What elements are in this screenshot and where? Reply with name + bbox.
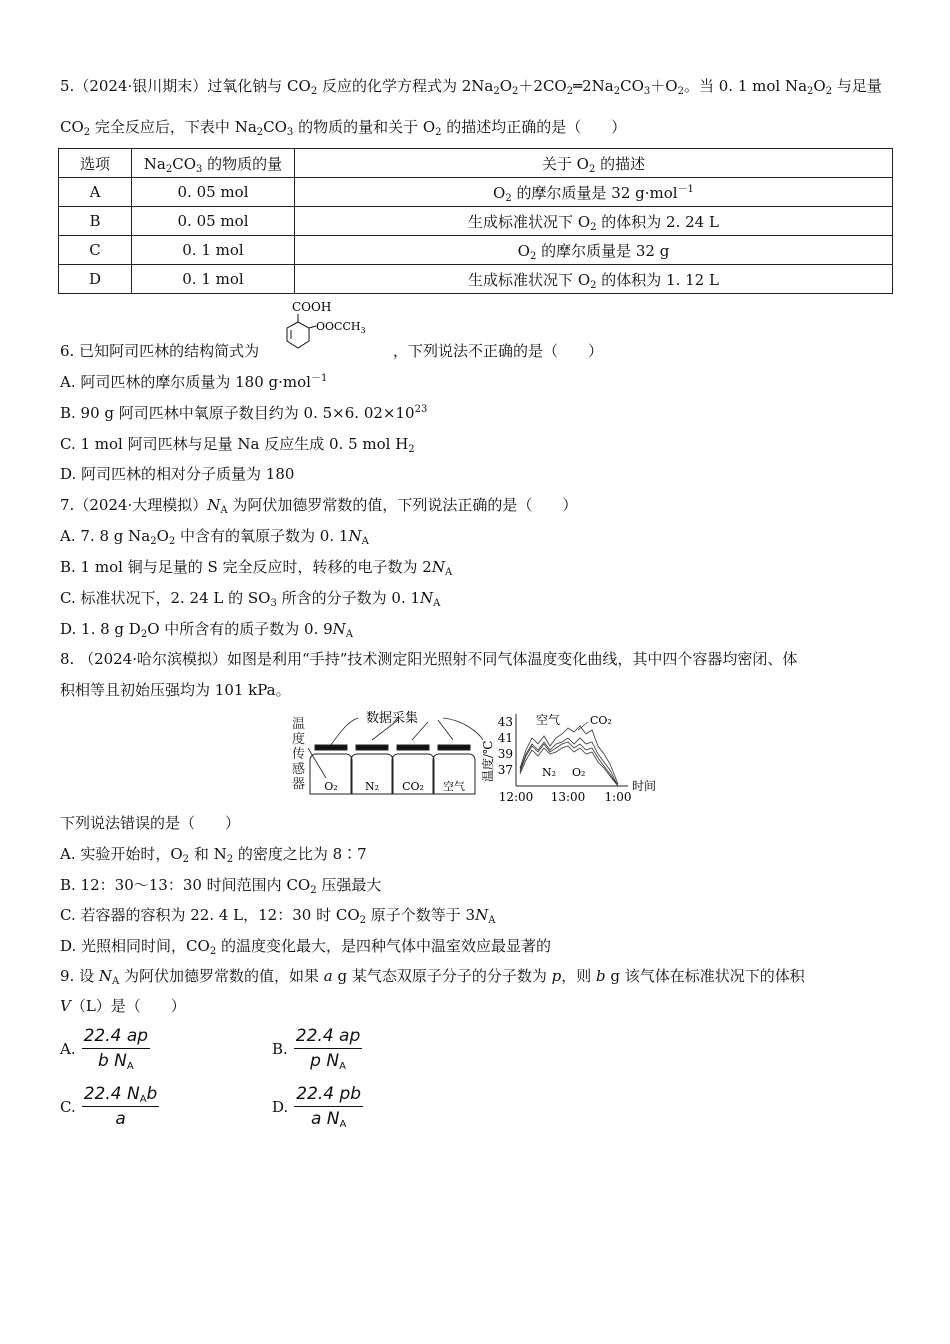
svg-text:传: 传 xyxy=(292,747,306,762)
header-amount: $Na_2CO_3$ 的物质的量 xyxy=(132,149,295,178)
struct-cooh-label: COOH xyxy=(292,300,332,314)
q9-option-a: A. $\frac{22.4 ap}{b N_A}$ xyxy=(60,1026,149,1072)
header-option: 选项 xyxy=(59,149,132,178)
q8-option-a: A. 实验开始时，$O_2$ 和 $N_2$ 的密度之比为 8∶7 xyxy=(60,845,367,865)
q7-option-a: A. 7. 8 g $Na_2O_2$ 中含有的氧原子数为 0. $1N_A$ xyxy=(60,527,369,547)
svg-text:12:00: 12:00 xyxy=(498,790,534,804)
y-ticks xyxy=(498,715,513,777)
q8-experiment-figure xyxy=(288,708,668,804)
svg-text:43: 43 xyxy=(497,715,513,729)
bottle-n2-label: N₂ xyxy=(364,780,380,793)
q6-option-a: A. 阿司匹林的摩尔质量为 180 g·mol$^{-1}$ xyxy=(60,373,328,391)
q7-option-b: B. 1 mol 铜与足量的 S 完全反应时，转移的电子数为 $2N_A$ xyxy=(60,558,453,578)
q7-option-d: D. 1. 8 g $D_2O$ 中所含有的质子数为 0. $9N_A$ xyxy=(60,620,354,640)
svg-text:41: 41 xyxy=(497,731,513,745)
table-row: B 0. 05 mol 生成标准状况下 $O_2$ 的体积为 2. 24 L xyxy=(59,207,893,236)
bottle-o2-label: O₂ xyxy=(324,780,338,793)
aspirin-structure xyxy=(278,298,390,360)
q8-option-d: D. 光照相同时间，$CO_2$ 的温度变化最大，是四种气体中温室效应最显著的 xyxy=(60,937,551,957)
svg-text:感: 感 xyxy=(292,762,306,777)
data-collection-label: 数据采集 xyxy=(366,711,419,726)
table-header-row xyxy=(59,149,893,178)
temperature-curves xyxy=(520,726,618,786)
q6-stem-start: 6. 已知阿司匹林的结构简式为 xyxy=(60,342,260,360)
q8-lead: 下列说法错误的是（ ） xyxy=(60,814,241,832)
q7-option-c: C. 标准状况下，2. 24 L 的 $SO_3$ 所含的分子数为 0. $1N_A$ xyxy=(60,589,441,609)
struct-side-label: $OOCCH_3$ xyxy=(316,320,366,335)
bottle-air-label: 空气 xyxy=(443,780,465,793)
q6-stem-end: ，下列说法不正确的是（ ） xyxy=(393,342,604,360)
curve-label-co2: CO₂ xyxy=(590,714,612,727)
curve-label-o2: O₂ xyxy=(572,766,586,779)
q8-stem-line2: 积相等且初始压强均为 101 kPa。 xyxy=(60,681,291,699)
q6-option-b: B. 90 g 阿司匹林中氧原子数目约为 0. 5×6. $02\times 10^{23}$ xyxy=(60,404,428,422)
q9-stem-line2: V（L）是（ ） xyxy=(60,997,186,1015)
curve-label-air: 空气 xyxy=(536,713,561,727)
table-row: C 0. 1 mol $O_2$ 的摩尔质量是 32 g xyxy=(59,236,893,265)
q9-option-b: B. $\frac{22.4 ap}{p N_A}$ xyxy=(272,1026,361,1072)
q5-stem-line2: $CO_2$ 完全反应后，下表中 $Na_2CO_3$ 的物质的量和关于 $O_2$ 的描述均正确的是（ ） xyxy=(60,118,627,138)
q6-option-c: C. 1 mol 阿司匹林与足量 Na 反应生成 0. 5 mol $H_2$ xyxy=(60,435,415,455)
q7-stem: 7.（2024·大理模拟）$N_A$ 为阿伏加德罗常数的值，下列说法正确的是（ ） xyxy=(60,496,578,516)
table-row: A 0. 05 mol $O_2$ 的摩尔质量是 32 g·mol$^{-1}$ xyxy=(59,178,893,207)
q9-stem-line1: 9. 设 $N_A$ 为阿伏加德罗常数的值，如果 a g 某气态双原子分子的分子数为 p，则 b g 该气体在标准状况下的体积 xyxy=(60,967,805,987)
q8-option-c: C. 若容器的容积为 22. 4 L，12：30 时 $CO_2$ 原子个数等于 $3N_A$ xyxy=(60,906,496,926)
svg-text:度: 度 xyxy=(292,732,306,747)
q8-option-b: B. 12：30～13：30 时间范围内 $CO_2$ 压强最大 xyxy=(60,876,382,896)
q5-stem-line1: 5.（2024·银川期末）过氧化钠与 $CO_2$ 反应的化学方程式为 $2Na_2O_2+2CO_2═2Na_2CO_3+O_2$。当 0. 1 mol $Na_2O_2$ 与足量 xyxy=(60,77,882,97)
x-axis-label: 时间 xyxy=(632,779,657,793)
q5-options-table xyxy=(58,148,893,294)
svg-text:温: 温 xyxy=(292,717,306,732)
svg-text:器: 器 xyxy=(292,777,306,792)
table-row: D 0. 1 mol 生成标准状况下 $O_2$ 的体积为 1. 12 L xyxy=(59,265,893,294)
header-description: 关于 $O_2$ 的描述 xyxy=(295,149,893,178)
svg-text:39: 39 xyxy=(497,747,513,761)
x-ticks xyxy=(499,790,632,804)
svg-text:13:00: 13:00 xyxy=(550,790,586,804)
q9-option-c: C. $\frac{22.4 N_Ab}{a}$ xyxy=(60,1084,158,1129)
svg-text:37: 37 xyxy=(497,763,513,777)
curve-label-n2: N₂ xyxy=(542,766,557,779)
q6-option-d: D. 阿司匹林的相对分子质量为 180 xyxy=(60,465,295,483)
sensor-label xyxy=(292,717,305,792)
q9-option-d: D. $\frac{22.4 pb}{a N_A}$ xyxy=(272,1084,362,1130)
bottle-co2-label: CO₂ xyxy=(402,780,424,793)
svg-text:1:00: 1:00 xyxy=(604,790,632,804)
y-axis-label: 温度/℃ xyxy=(481,740,495,782)
q8-stem-line1: 8. （2024·哈尔滨模拟）如图是利用“手持”技术测定阳光照射不同气体温度变化曲线，其中四个容器均密闭、体 xyxy=(60,650,798,668)
